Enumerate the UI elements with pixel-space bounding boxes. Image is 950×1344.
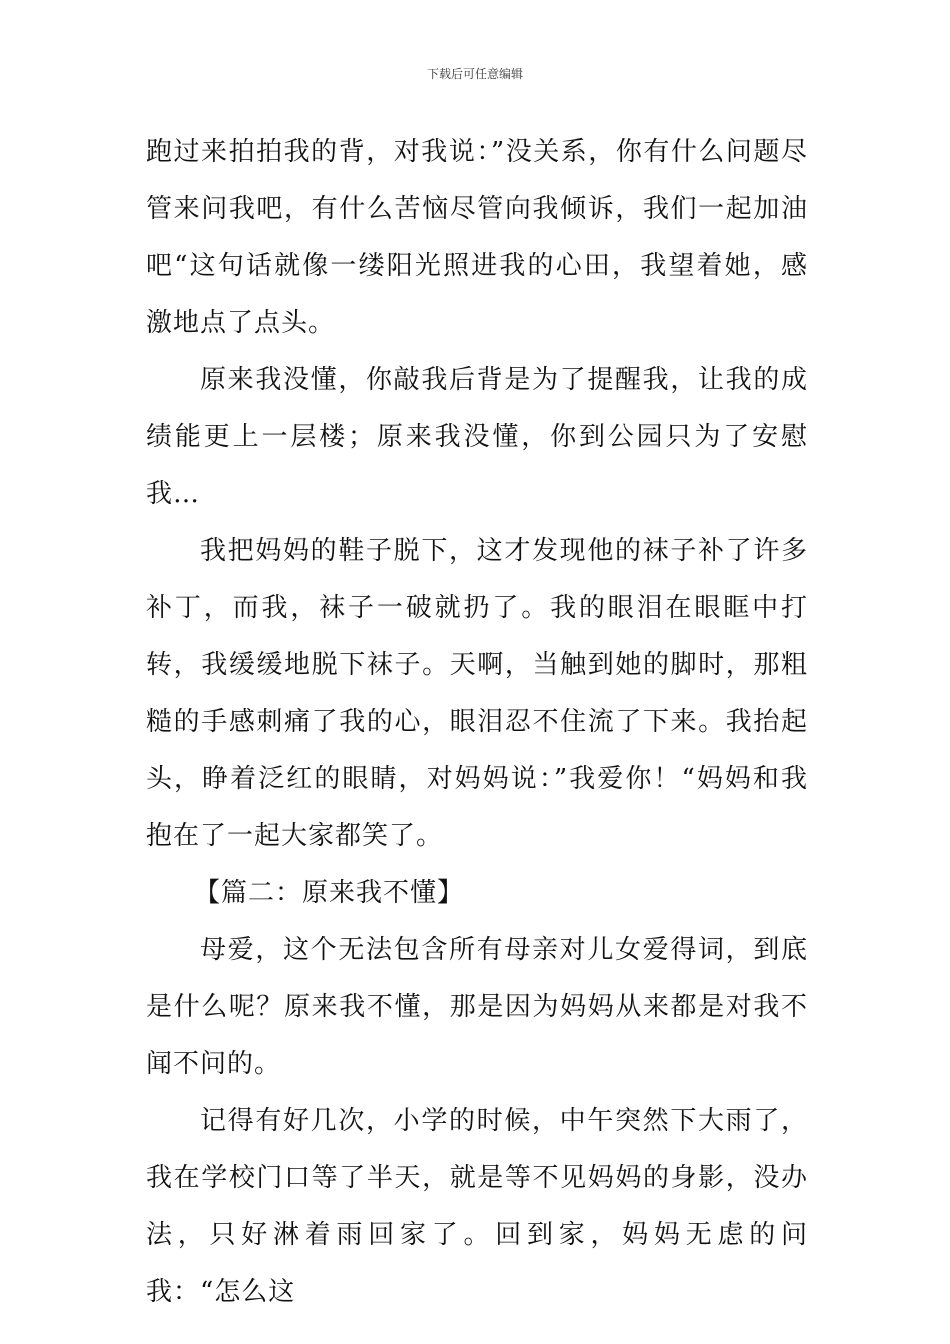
document-body bbox=[146, 124, 808, 1321]
paragraph-1: 跑过来拍拍我的背，对我说：”没关系，你有什么问题尽管来问我吧，有什么苦恼尽管向我倾诉，我们一起加油吧“这句话就像一缕阳光照进我的心田，我望着她，感激地点了点头。 bbox=[146, 137, 808, 338]
page-header: 下载后可任意编辑 bbox=[426, 67, 523, 81]
section-heading: 【篇二：原来我不懂】 bbox=[194, 878, 465, 908]
paragraph-3: 我把妈妈的鞋子脱下，这才发现他的袜子补了许多补丁，而我，袜子一破就扔了。我的眼泪在眼眶中打转，我缓缓地脱下袜子。天啊，当触到她的脚时，那粗糙的手感刺痛了我的心，眼泪忍不住流了下来。我抬起头，睁着泛红的眼睛，对妈妈说：”我爱你！“妈妈和我抱在了一起大家都笑了。 bbox=[146, 536, 808, 851]
paragraph-4: 母爱，这个无法包含所有母亲对儿女爱得词，到底是什么呢？原来我不懂，那是因为妈妈从来都是对我不闻不问的。 bbox=[146, 935, 808, 1079]
paragraph-5: 记得有好几次，小学的时候，中午突然下大雨了，我在学校门口等了半天，就是等不见妈妈的身影，没办法，只好淋着雨回家了。回到家，妈妈无虑的问我：“怎么这 bbox=[146, 1106, 808, 1307]
paragraph-2: 原来我没懂，你敲我后背是为了提醒我，让我的成绩能更上一层楼；原来我没懂，你到公园只为了安慰我… bbox=[146, 365, 808, 509]
